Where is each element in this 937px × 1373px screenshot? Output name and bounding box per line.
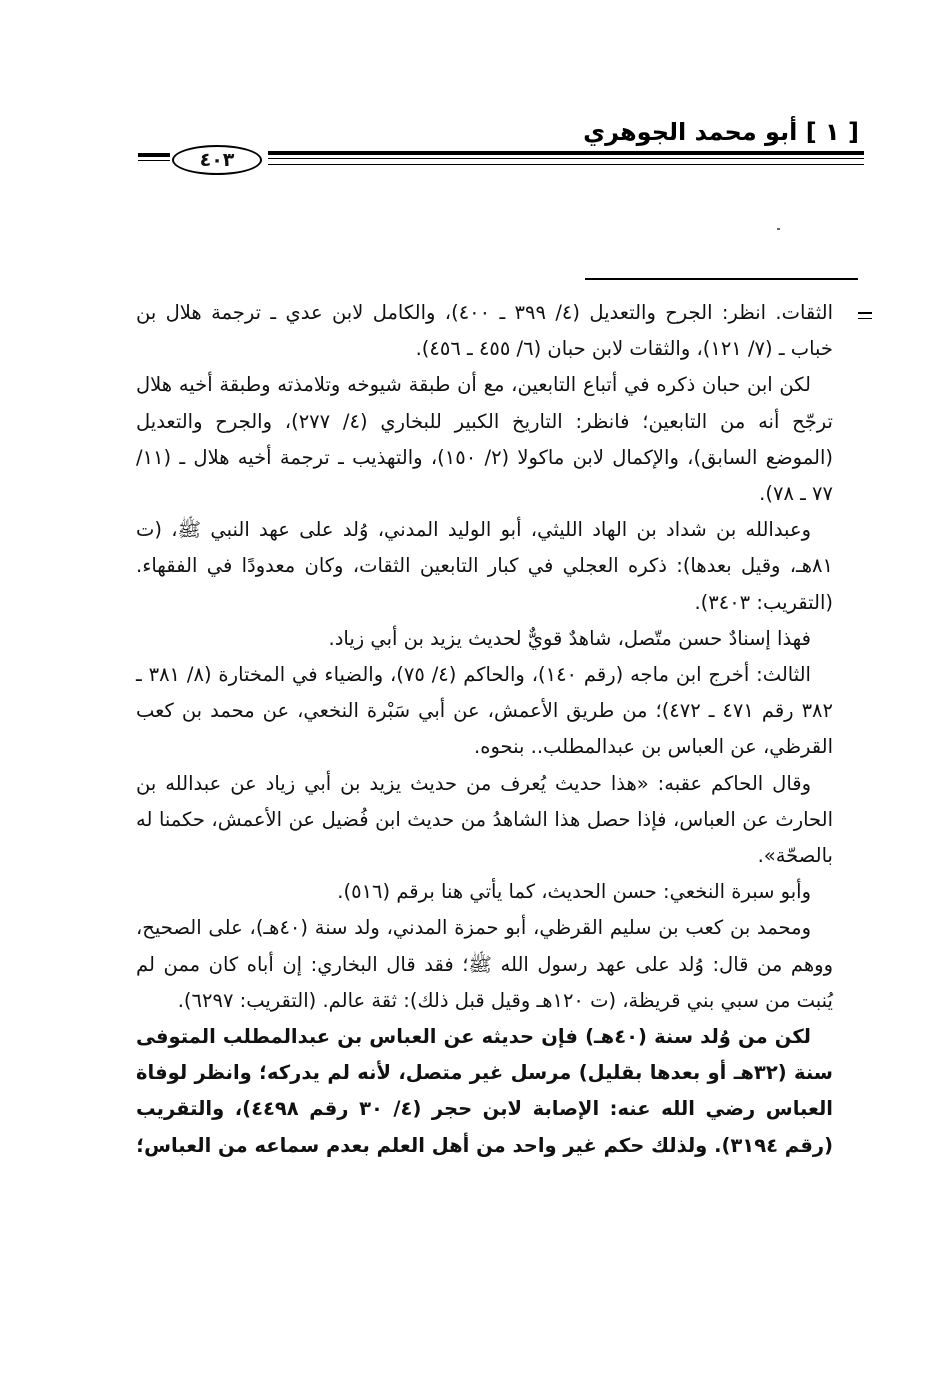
- header-rule-thin: [268, 158, 864, 159]
- footnote-paragraph: الثالث: أخرج ابن ماجه (رقم ١٤٠)، والحاكم (٤/ ٧٥)، والضياء في المختارة (٨/ ٣٨١ ـ ٣٨٢ رقم ٤٧١ ـ ٤٧٢)؛ من طريق الأعمش، عن أبي سَبْرة النخعي، عن محمد بن كعب القرظي، عن العباس بن عبدالمطلب.. بنحوه.: [136, 663, 833, 759]
- footnote-text: [136, 295, 833, 1164]
- header-rule-thin-2: [268, 164, 864, 165]
- header-title: [ ١ ] أبو محمد الجوهري: [583, 118, 859, 146]
- header-rule-left-thick: [138, 153, 170, 157]
- footnote-paragraph: لكن من وُلد سنة (٤٠هـ) فإن حديثه عن العباس بن عبدالمطلب المتوفى سنة (٣٢هـ أو بعدها بقليل) مرسل غير متصل، لأنه لم يدركه؛ وانظر لوفاة العباس رضي الله عنه: الإصابة لابن حجر (٤/ ٣٠ رقم ٤٤٩٨)، والتقريب (رقم ٣١٩٤). ولذلك حكم غير واحد من أهل العلم بعدم سماعه من العباس؛: [136, 1025, 833, 1157]
- page-number: [172, 145, 262, 175]
- header-rule-thick: [268, 151, 864, 155]
- footnote-paragraph: وأبو سبرة النخعي: حسن الحديث، كما يأتي هنا برقم (٥١٦).: [337, 880, 811, 904]
- page-number-text: ٤٠٣: [199, 149, 235, 171]
- footnote-paragraph: وقال الحاكم عقبه: «هذا حديث يُعرف من حديث يزيد بن أبي زياد عن عبدالله بن الحارث عن العباس، فإذا حصل هذا الشاهدُ من حديث ابن فُضيل عن الأعمش، حكمنا له بالصحّة».: [136, 771, 833, 868]
- footnote-paragraph: الثقات. انظر: الجرح والتعديل (٤/ ٣٩٩ ـ ٤٠٠)، والكامل لابن عدي ـ ترجمة هلال بن خباب ـ (٧/ ١٢١)، والثقات لابن حبان (٦/ ٤٥٥ ـ ٤٥٦).: [136, 301, 833, 361]
- header-rule-left-thin: [138, 160, 170, 161]
- speck: [777, 228, 780, 230]
- footnote-paragraph: وعبدالله بن شداد بن الهاد الليثي، أبو الوليد المدني، وُلد على عهد النبي ﷺ، (ت ٨١هـ، وقيل بعدها): ذكره العجلي في كبار التابعين الثقات، وكان معدودًا في الفقهاء. (التقريب: ٣٤٠٣).: [136, 518, 833, 614]
- footnote-paragraph: ومحمد بن كعب بن سليم القرظي، أبو حمزة المدني، ولد سنة (٤٠هـ)، على الصحيح، ووهم من قال: وُلد على عهد رسول الله ﷺ؛ فقد قال البخاري: إن أباه كان ممن لم يُنبت من سبي بني قريظة، (ت ١٢٠هـ وقيل قبل ذلك): ثقة عالم. (التقريب: ٦٢٩٧).: [136, 916, 833, 1012]
- continuation-mark: [858, 312, 872, 322]
- footnote-paragraph: لكن ابن حبان ذكره في أتباع التابعين، مع أن طبقة شيوخه وتلامذته وطبقة أخيه هلال ترجّح أنه من التابعين؛ فانظر: التاريخ الكبير للبخاري (٤/ ٢٧٧)، والجرح والتعديل (الموضع السابق)، والإكمال لابن ماكولا (٢/ ١٥٠)، والتهذيب ـ ترجمة أخيه هلال ـ (١١/ ٧٧ ـ ٧٨).: [136, 373, 833, 506]
- footnote-paragraph: فهذا إسنادٌ حسن متّصل، شاهدٌ قويٌّ لحديث يزيد بن أبي زياد.: [328, 626, 811, 650]
- footnote-separator: [585, 278, 858, 280]
